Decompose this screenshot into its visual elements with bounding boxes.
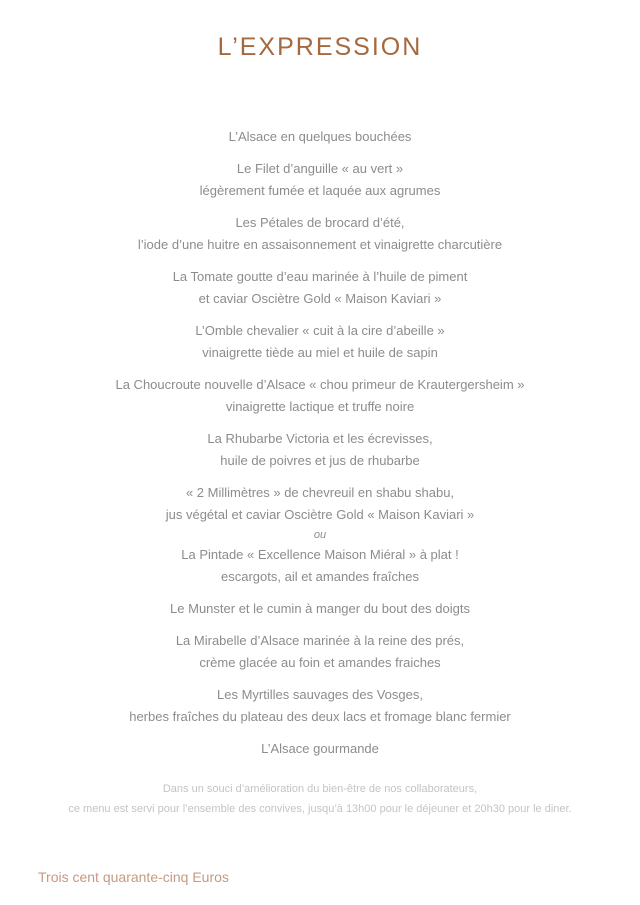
menu-body (0, 126, 640, 770)
menu-line: La Tomate goutte d’eau marinée à l’huile de piment (172, 269, 468, 284)
menu-line: l’iode d’une huitre en assaisonnement et vinaigrette charcutière (137, 237, 503, 252)
menu-course (0, 482, 640, 588)
menu-line: vinaigrette tiède au miel et huile de sapin (202, 345, 438, 360)
menu-line: légèrement fumée et laquée aux agrumes (199, 183, 441, 198)
menu-course (0, 126, 640, 148)
menu-line: L’Alsace gourmande (261, 741, 379, 756)
menu-course (0, 266, 640, 310)
menu-course (0, 320, 640, 364)
menu-line: L’Omble chevalier « cuit à la cire d’abeille » (195, 323, 445, 338)
menu-line: Les Pétales de brocard d’été, (235, 215, 405, 230)
menu-line: Le Munster et le cumin à manger du bout des doigts (170, 601, 470, 616)
service-note-line-1: Dans un souci d’amélioration du bien-être de nos collaborateurs, (162, 783, 478, 795)
menu-course (0, 630, 640, 674)
menu-line: Le Filet d’anguille « au vert » (236, 161, 404, 176)
menu-course (0, 158, 640, 202)
menu-line: herbes fraîches du plateau des deux lacs et fromage blanc fermier (129, 709, 511, 724)
menu-course (0, 738, 640, 760)
menu-line: vinaigrette lactique et truffe noire (225, 399, 415, 414)
menu-line: crème glacée au foin et amandes fraiches (199, 655, 441, 670)
menu-line: huile de poivres et jus de rhubarbe (220, 453, 420, 468)
menu-course (0, 598, 640, 620)
menu-line: « 2 Millimètres » de chevreuil en shabu shabu, (185, 485, 455, 500)
menu-line: La Rhubarbe Victoria et les écrevisses, (207, 431, 433, 446)
menu-course (0, 212, 640, 256)
course-separator: ou (313, 529, 327, 541)
menu-line: La Pintade « Excellence Maison Miéral » à plat ! (181, 547, 459, 562)
menu-line: La Mirabelle d’Alsace marinée à la reine des prés, (175, 633, 465, 648)
menu-course (0, 684, 640, 728)
page-title: L’EXPRESSION (217, 33, 423, 61)
menu-line: L’Alsace en quelques bouchées (228, 129, 412, 144)
menu-line: La Choucroute nouvelle d’Alsace « chou primeur de Krautergersheim » (115, 377, 525, 392)
menu-course (0, 428, 640, 472)
menu-line: escargots, ail et amandes fraîches (221, 569, 419, 584)
menu-line: et caviar Osciètre Gold « Maison Kaviari » (198, 291, 442, 306)
service-note (0, 779, 640, 819)
menu-course (0, 374, 640, 418)
menu-line: Les Myrtilles sauvages des Vosges, (217, 687, 423, 702)
service-note-line-2: ce menu est servi pour l’ensemble des convives, jusqu’à 13h00 pour le déjeuner et 20h30 pour le diner. (68, 803, 572, 815)
menu-price: Trois cent quarante-cinq Euros (38, 869, 229, 885)
menu-line: jus végétal et caviar Osciètre Gold « Maison Kaviari » (165, 507, 475, 522)
